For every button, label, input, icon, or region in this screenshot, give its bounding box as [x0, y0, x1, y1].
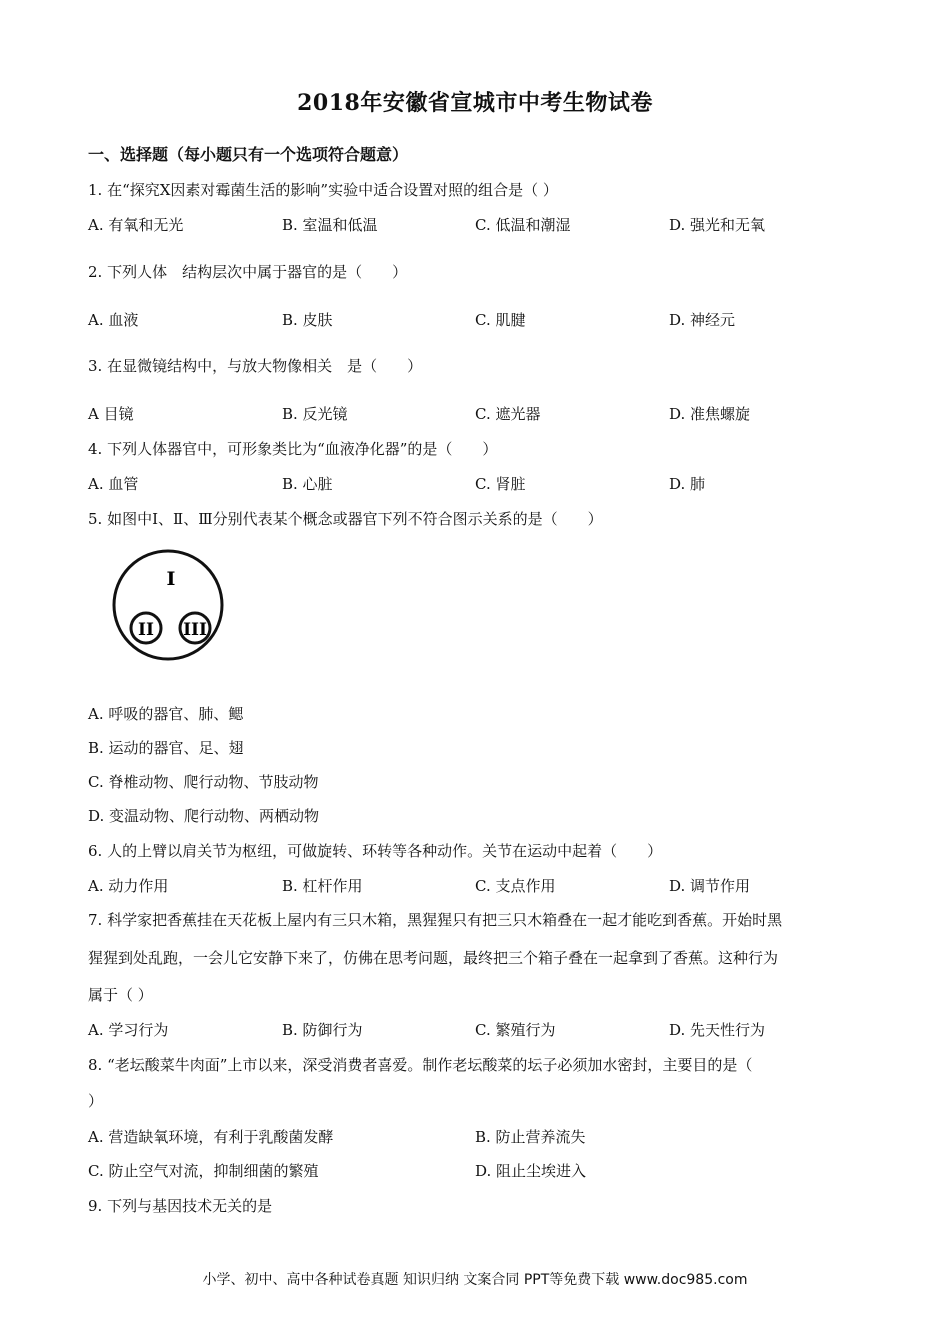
question-8-stem-line-1: 8. “老坛酸菜牛肉面”上市以来，深受消费者喜爱。制作老坛酸菜的坛子必须加水密封，主要目的是（ [88, 1056, 753, 1074]
question-3-stem: 3. 在显微镜结构中，与放大物像相关 是（ ） [88, 357, 423, 375]
question-6-option-b: B. 杠杆作用 [282, 877, 363, 895]
question-5-option-a: A. 呼吸的器官、肺、鳃 [88, 705, 244, 723]
question-5-option-d: D. 变温动物、爬行动物、两栖动物 [88, 807, 320, 825]
question-6-stem: 6. 人的上臂以肩关节为枢纽，可做旋转、环转等各种动作。关节在运动中起着（ ） [88, 842, 663, 860]
question-3-option-a: A 目镜 [88, 405, 134, 423]
concept-circle-diagram [104, 543, 234, 673]
question-7-option-c: C. 繁殖行为 [475, 1021, 556, 1039]
page-footer: 小学、初中、高中各种试卷真题 知识归纳 文案合同 PPT等免费下载 www.doc985.com [202, 1272, 748, 1288]
question-7-stem-line-3: 属于（ ） [88, 986, 153, 1004]
section-heading: 一、选择题（每小题只有一个选项符合题意） [88, 145, 409, 164]
question-6-option-a: A. 动力作用 [88, 877, 169, 895]
question-1-option-a: A. 有氧和无光 [88, 216, 184, 234]
question-7-stem-line-2: 猩猩到处乱跑，一会儿它安静下来了，仿佛在思考问题，最终把三个箱子叠在一起拿到了香蕉。这种行为 [88, 949, 779, 967]
question-2-stem: 2. 下列人体 结构层次中属于器官的是（ ） [88, 263, 408, 281]
question-4-option-d: D. 肺 [669, 475, 706, 493]
question-8-option-c: C. 防止空气对流，抑制细菌的繁殖 [88, 1162, 319, 1180]
question-1-stem: 1. 在“探究X因素对霉菌生活的影响”实验中适合设置对照的组合是（ ） [88, 181, 558, 199]
question-6-option-c: C. 支点作用 [475, 877, 556, 895]
question-8-stem-line-2: ） [88, 1092, 104, 1110]
question-1-option-b: B. 室温和低温 [282, 216, 378, 234]
label-II: II [138, 620, 154, 640]
question-3-option-c: C. 遮光器 [475, 405, 541, 423]
question-5-option-c: C. 脊椎动物、爬行动物、节肢动物 [88, 773, 319, 791]
label-I: I [166, 568, 176, 590]
question-2-option-b: B. 皮肤 [282, 311, 333, 329]
question-8-option-d: D. 阻止尘埃进入 [475, 1162, 587, 1180]
question-7-stem-line-1: 7. 科学家把香蕉挂在天花板上屋内有三只木箱，黑猩猩只有把三只木箱叠在一起才能吃到香蕉。开始时黑 [88, 911, 783, 929]
question-1-option-c: C. 低温和潮湿 [475, 216, 571, 234]
question-4-option-a: A. 血管 [88, 475, 139, 493]
question-2-option-c: C. 肌腱 [475, 311, 526, 329]
question-2-option-d: D. 神经元 [669, 311, 736, 329]
question-9-stem: 9. 下列与基因技术无关的是 [88, 1197, 273, 1215]
question-7-option-a: A. 学习行为 [88, 1021, 169, 1039]
question-1-option-d: D. 强光和无氧 [669, 216, 766, 234]
question-5-option-b: B. 运动的器官、足、翅 [88, 739, 244, 757]
question-4-option-c: C. 肾脏 [475, 475, 526, 493]
question-7-option-b: B. 防御行为 [282, 1021, 363, 1039]
question-5-stem: 5. 如图中Ⅰ、Ⅱ、Ⅲ分别代表某个概念或器官下列不符合图示关系的是（ ） [88, 510, 603, 528]
question-3-option-b: B. 反光镜 [282, 405, 348, 423]
question-8-option-b: B. 防止营养流失 [475, 1128, 586, 1146]
question-6-option-d: D. 调节作用 [669, 877, 751, 895]
question-2-option-a: A. 血液 [88, 311, 139, 329]
question-8-option-a: A. 营造缺氧环境，有利于乳酸菌发酵 [88, 1128, 334, 1146]
label-III: III [183, 620, 207, 640]
question-7-option-d: D. 先天性行为 [669, 1021, 766, 1039]
page-title: 2018年安徽省宣城市中考生物试卷 [297, 90, 653, 116]
question-3-option-d: D. 准焦螺旋 [669, 405, 751, 423]
question-4-option-b: B. 心脏 [282, 475, 333, 493]
question-4-stem: 4. 下列人体器官中，可形象类比为“血液净化器”的是（ ） [88, 440, 498, 458]
